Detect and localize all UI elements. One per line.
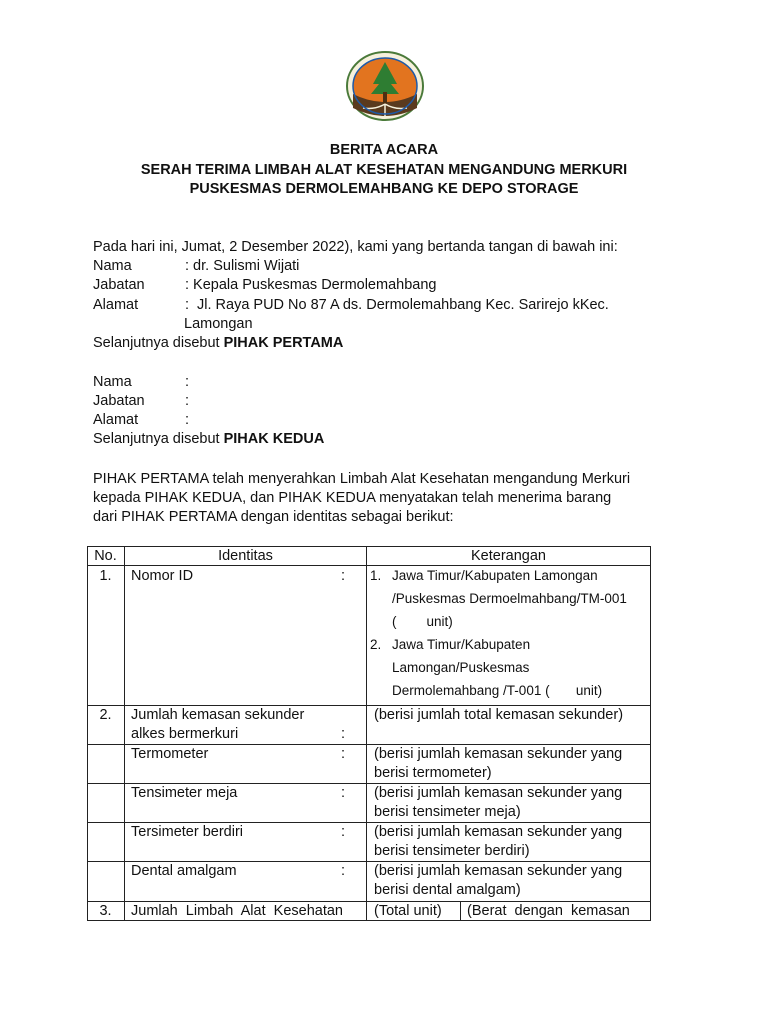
row1-k2-line1: Jawa Timur/Kabupaten: [392, 637, 531, 652]
header-identitas: Identitas: [218, 548, 273, 564]
row2-no: 2.: [99, 707, 112, 723]
statement-line3: dari PIHAK PERTAMA dengan identitas sebagai berikut:: [93, 509, 454, 525]
header-keterangan: Keterangan: [471, 548, 546, 564]
jabatan-label: Jabatan: [93, 277, 145, 293]
sub-row-desc-line1: (berisi jumlah kemasan sekunder yang: [374, 824, 623, 840]
statement-line1: PIHAK PERTAMA telah menyerahkan Limbah Alat Kesehatan mengandung Merkuri: [93, 471, 631, 487]
pihak-kedua-label: PIHAK KEDUA: [223, 431, 325, 447]
sub-row-desc-line1: (berisi jumlah kemasan sekunder yang: [374, 746, 623, 762]
sebut-prefix: Selanjutnya disebut: [93, 431, 224, 447]
alamat-label: Alamat: [93, 297, 139, 313]
sub-row-desc-line2: berisi tensimeter meja): [374, 804, 521, 820]
pihak1-sebut: [93, 335, 343, 351]
row1-identitas: Nomor ID: [131, 568, 194, 584]
row2-keterangan: (berisi jumlah total kemasan sekunder): [374, 707, 624, 723]
document-title: BERITA ACARA: [329, 142, 439, 158]
row1-colon: :: [341, 568, 346, 584]
sub-row-desc-line2: berisi dental amalgam): [374, 882, 521, 898]
row1-no: 1.: [99, 568, 112, 584]
sub-row-desc-line1: (berisi jumlah kemasan sekunder yang: [374, 785, 623, 801]
sub-row-label: Tersimeter berdiri: [131, 824, 243, 840]
pihak-pertama-label: PIHAK PERTAMA: [223, 335, 344, 351]
document-subtitle-2: PUSKESMAS DERMOLEMAHBANG KE DEPO STORAGE: [189, 181, 579, 197]
sebut-prefix: Selanjutnya disebut: [93, 335, 224, 351]
pihak2-sebut: [93, 431, 324, 447]
row1-k1-line2: /Puskesmas Dermoelmahbang/TM-001: [392, 591, 627, 606]
document-subtitle-1: SERAH TERIMA LIMBAH ALAT KESEHATAN MENGANDUNG MERKURI: [140, 162, 628, 178]
row2-colon: :: [341, 726, 346, 742]
nama-colon: :: [185, 374, 190, 390]
jabatan-label: Jabatan: [93, 393, 145, 409]
intro-text: Pada hari ini, Jumat, 2 Desember 2022), kami yang bertanda tangan di bawah ini:: [93, 239, 618, 255]
sub-row-desc-line2: berisi tensimeter berdiri): [374, 843, 530, 859]
alamat-colon: :: [185, 412, 190, 428]
row1-k2-line3: Dermolemahbang /T-001 ( unit): [392, 683, 603, 698]
sub-row-colon: :: [341, 863, 346, 879]
alamat-value-line2: Lamongan: [184, 316, 253, 332]
row3-berat: (Berat dengan kemasan: [467, 903, 630, 919]
sub-row-colon: :: [341, 785, 346, 801]
row3-identitas: Jumlah Limbah Alat Kesehatan: [131, 903, 343, 919]
sub-row-desc-line2: berisi termometer): [374, 765, 492, 781]
header-no: No.: [94, 548, 117, 564]
row1-k1-line3: ( unit): [392, 614, 453, 629]
sub-row-label: Dental amalgam: [131, 863, 237, 879]
identity-table: [87, 546, 651, 921]
nama-label: Nama: [93, 374, 132, 390]
row3-total: (Total unit): [374, 903, 442, 919]
statement-line2: kepada PIHAK KEDUA, dan PIHAK KEDUA menyatakan telah menerima barang: [93, 490, 612, 506]
jabatan-colon: :: [185, 393, 190, 409]
sub-row-colon: :: [341, 746, 346, 762]
alamat-label: Alamat: [93, 412, 139, 428]
nama-label: Nama: [93, 258, 132, 274]
row1-k2-line2: Lamongan/Puskesmas: [392, 660, 530, 675]
sub-row-colon: :: [341, 824, 346, 840]
alamat-colon: :: [185, 297, 190, 313]
row2-identitas-line1: Jumlah kemasan sekunder: [131, 707, 305, 723]
jabatan-value: : Kepala Puskesmas Dermolemahbang: [185, 277, 437, 293]
sub-row-label: Termometer: [131, 746, 209, 762]
row2-identitas-line2: alkes bermerkuri: [131, 726, 239, 742]
sub-row-label: Tensimeter meja: [131, 785, 238, 801]
row3-no: 3.: [99, 903, 112, 919]
nama-value: : dr. Sulismi Wijati: [185, 258, 300, 274]
emblem-logo: [345, 50, 425, 122]
row1-k1-line1: Jawa Timur/Kabupaten Lamongan: [392, 568, 598, 583]
row1-k2-num: 2.: [370, 637, 382, 652]
row1-k1-num: 1.: [370, 568, 382, 583]
alamat-value-line1: Jl. Raya PUD No 87 A ds. Dermolemahbang Kec. Sarirejo kKec.: [197, 297, 609, 313]
sub-row-desc-line1: (berisi jumlah kemasan sekunder yang: [374, 863, 623, 879]
